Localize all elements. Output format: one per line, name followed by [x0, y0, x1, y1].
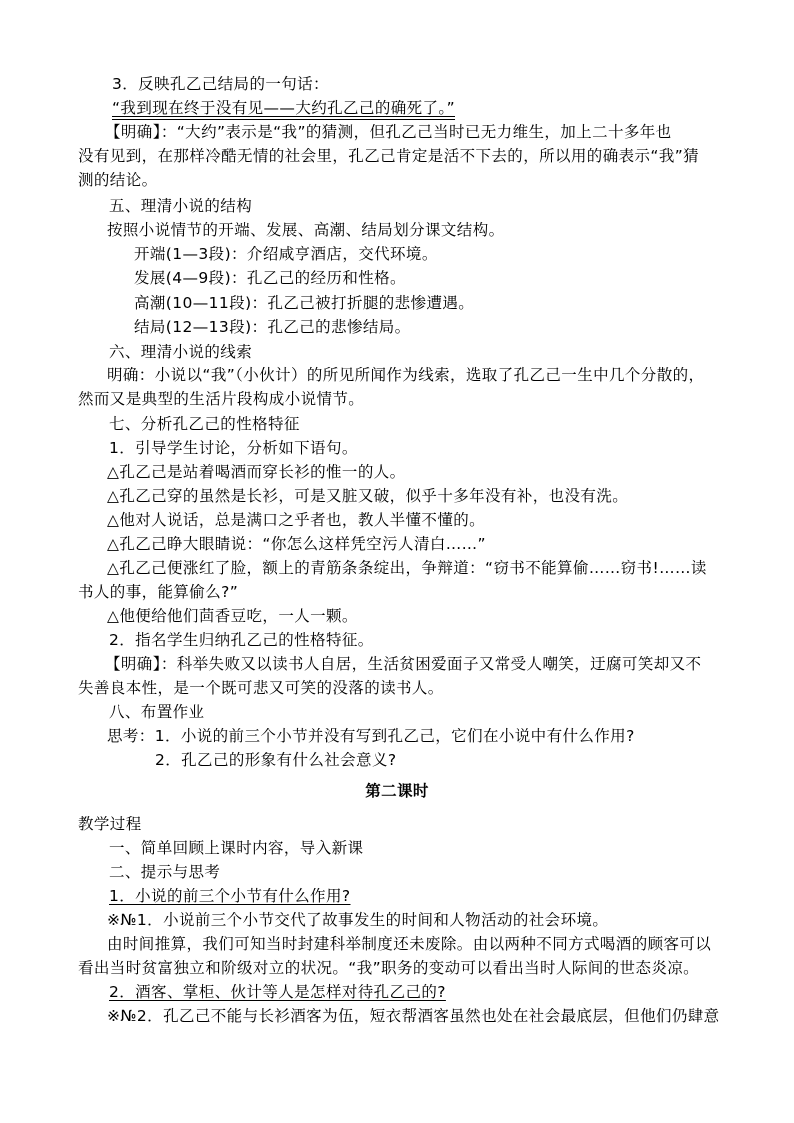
text-line: △孔乙己穿的虽然是长衫，可是又脏又破，似乎十多年没有补，也没有洗。 — [107, 487, 629, 505]
section-heading: 六、理清小说的线索 — [109, 343, 253, 361]
text-line: ※№1．小说前三个小节交代了故事发生的时间和人物活动的社会环境。 — [107, 911, 609, 929]
section-heading: 五、理清小说的结构 — [109, 197, 253, 215]
text-line: △孔乙己睁大眼睛说：“你怎么这样凭空污人清白……” — [107, 535, 486, 553]
text-line: 书人的事，能算偷么?” — [78, 583, 239, 601]
text-line: 1．引导学生讨论，分析如下语句。 — [109, 439, 358, 457]
text-line: 明确：小说以“我”（小伙计）的所见所闻作为线索，选取了孔乙己一生中几个分散的， — [107, 366, 705, 384]
text-line: 看出当时贫富独立和阶级对立的状况。“我”职务的变动可以看出当时人际间的世态炎凉。 — [78, 959, 700, 977]
section-heading: 一、简单回顾上课时内容，导入新课 — [109, 839, 364, 857]
text-line: 【明确】：“大约”表示是“我”的猜测，但孔乙己当时已无力维生，加上二十多年也 — [105, 123, 672, 141]
text-line: △孔乙己便涨红了脸，额上的青筋条条绽出，争辩道：“窃书不能算偷……窃书!……读 — [107, 559, 707, 577]
text-line: 然而又是典型的生活片段构成小说情节。 — [78, 390, 365, 408]
text-line: 2．指名学生归纳孔乙己的性格特征。 — [109, 631, 374, 649]
text-line: 【明确】：科举失败又以读书人自居，生活贫困爱面子又常受人嘲笑，迂腐可笑却又不 — [105, 655, 702, 673]
text-line: ※№2．孔乙己不能与长衫酒客为伍，短衣帮酒客虽然也处在社会最底层，但他们仍肆意 — [107, 1007, 720, 1025]
text-line: 由时间推算，我们可知当时封建科举制度还未废除。由以两种不同方式喝酒的顾客可以 — [107, 935, 712, 953]
text-line: △孔乙己是站着喝酒而穿长衫的惟一的人。 — [107, 463, 406, 481]
text-line: 思考：1．小说的前三个小节并没有写到孔乙己，它们在小说中有什么作用? — [107, 727, 635, 745]
structure-item: 高潮(10—11段)：孔乙己被打折腿的悲惨遭遇。 — [134, 294, 475, 312]
text-line: 没有见到，在那样冷酷无情的社会里，孔乙己肯定是活不下去的，所以用的确表示“我”猜 — [78, 147, 700, 165]
section-heading: 二、提示与思考 — [109, 863, 221, 881]
text-line: △他对人说话，总是满口之乎者也，教人半懂不懂的。 — [107, 511, 486, 529]
structure-item: 发展(4—9段)：孔乙己的经历和性格。 — [134, 269, 406, 287]
question-heading: 1．小说的前三个小节有什么作用? — [109, 887, 351, 905]
text-line: 按照小说情节的开端、发展、高潮、结局划分课文结构。 — [107, 221, 505, 239]
quote-line: “我到现在终于没有见——大约孔乙己的确死了。” — [112, 99, 456, 117]
text-line: 失善良本性，是一个既可悲又可笑的没落的读书人。 — [78, 679, 444, 697]
structure-item: 开端(1—3段)：介绍咸亨酒店，交代环境。 — [134, 245, 438, 263]
text-line: 2．孔乙己的形象有什么社会意义? — [155, 751, 397, 769]
lesson-title: 第二课时 — [365, 782, 429, 800]
question-heading: 2．酒客、掌柜、伙计等人是怎样对待孔乙己的? — [109, 983, 446, 1001]
section-heading: 八、布置作业 — [109, 703, 205, 721]
structure-item: 结局(12—13段)：孔乙己的悲惨结局。 — [134, 318, 411, 336]
text-line: △他便给他们茴香豆吃，一人一颗。 — [107, 607, 358, 625]
text-line: 教学过程 — [78, 815, 142, 833]
text-line: 3．反映孔乙己结局的一句话： — [112, 75, 329, 93]
section-heading: 七、分析孔乙己的性格特征 — [109, 415, 300, 433]
text-line: 测的结论。 — [78, 171, 158, 189]
